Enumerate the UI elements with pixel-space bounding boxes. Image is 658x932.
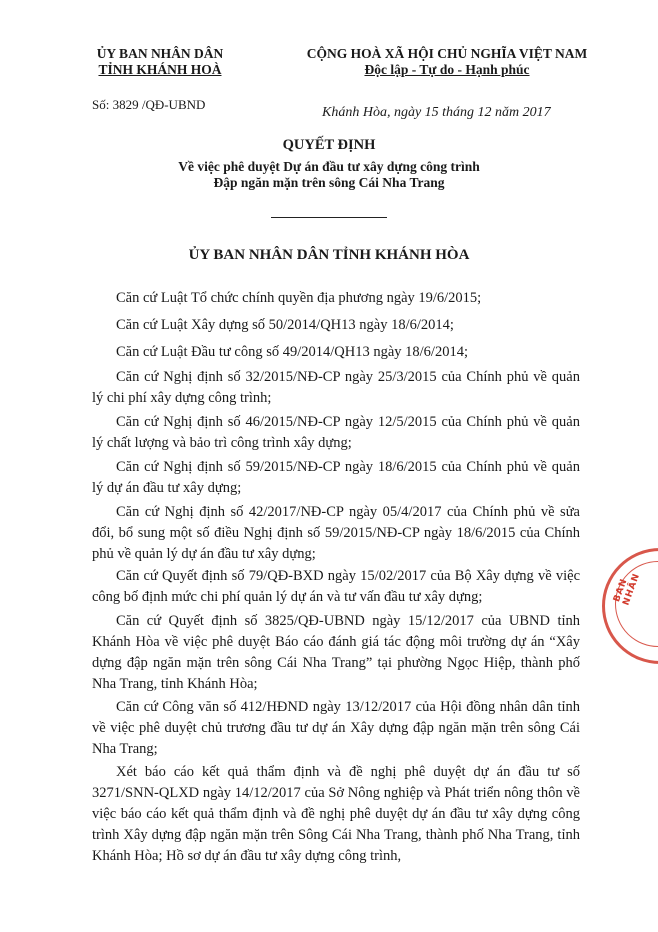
subtitle-line-1: Về việc phê duyệt Dự án đầu tư xây dựng công trình	[178, 159, 480, 174]
issuing-authority: ỦY BAN NHÂN DÂN TỈNH KHÁNH HÒA	[188, 247, 470, 263]
paragraph: Căn cứ Nghị định số 59/2015/NĐ-CP ngày 18/6/2015 của Chính phủ về quản lý dự án đầu tư xây dựng;	[92, 459, 580, 496]
document-subtitle	[0, 159, 658, 191]
document-number: Số: 3829 /QĐ-UBND	[92, 97, 206, 112]
paragraph: Xét báo cáo kết quả thẩm định và đề nghị phê duyệt dự án đầu tư số 3271/SNN-QLXD ngày 14/12/2017 của Sở Nông nghiệp và Phát triển nông thôn về việc báo cáo kết quả thẩm định và đề nghị phê duyệt dự án đầu tư xây dựng công trình Xây dựng đập ngăn mặn trên Sông Cái Nha Trang, thành phố Nha Trang, tỉnh Khánh Hòa; Hồ sơ dự án đầu tư xây dựng công trình,	[92, 764, 580, 864]
issuing-agency	[70, 46, 250, 78]
country-name: CỘNG HOÀ XÃ HỘI CHỦ NGHĨA VIỆT NAM	[306, 46, 588, 61]
paragraph: Căn cứ Luật Đầu tư công số 49/2014/QH13 ngày 18/6/2014;	[116, 344, 468, 360]
paragraph: Căn cứ Công văn số 412/HĐND ngày 13/12/2017 của Hội đồng nhân dân tỉnh về việc phê duyệt chủ trương đầu tư dự án Xây dựng đập ngăn mặn trên sông Cái Nha Trang;	[92, 699, 580, 757]
paragraph: Căn cứ Nghị định số 42/2017/NĐ-CP ngày 05/4/2017 của Chính phủ về sửa đổi, bổ sung một số điều Nghị định số 59/2015/NĐ-CP ngày 18/6/2015 của Chính phủ về quản lý dự án đầu tư xây dựng;	[92, 504, 580, 562]
paragraph: Căn cứ Luật Xây dựng số 50/2014/QH13 ngày 18/6/2014;	[116, 317, 454, 333]
seal-text: BAN NHÂN	[612, 571, 643, 607]
agency-line-2: TỈNH KHÁNH HOÀ	[98, 62, 222, 77]
paragraph: Căn cứ Nghị định số 32/2015/NĐ-CP ngày 25/3/2015 của Chính phủ về quản lý chi phí xây dựng công trình;	[92, 369, 580, 406]
issue-date: Khánh Hòa, ngày 15 tháng 12 năm 2017	[322, 105, 551, 120]
document-title: QUYẾT ĐỊNH	[282, 137, 376, 153]
paragraph: Căn cứ Luật Tổ chức chính quyền địa phương ngày 19/6/2015;	[116, 290, 482, 306]
paragraph: Căn cứ Quyết định số 3825/QĐ-UBND ngày 15/12/2017 của UBND tỉnh Khánh Hòa về việc phê duyệt Báo cáo đánh giá tác động môi trường dự án “Xây dựng đập ngăn mặn trên sông Cái Nha Trang” tại phường Ngọc Hiệp, thành phố Nha Trang, tỉnh Khánh Hòa;	[92, 613, 580, 692]
title-divider	[271, 217, 387, 218]
national-header	[272, 46, 622, 78]
paragraph: Căn cứ Nghị định số 46/2015/NĐ-CP ngày 12/5/2015 của Chính phủ về quản lý chất lượng và bảo trì công trình xây dựng;	[92, 414, 580, 451]
agency-line-1: ỦY BAN NHÂN DÂN	[96, 46, 224, 61]
national-motto: Độc lập - Tự do - Hạnh phúc	[364, 62, 530, 77]
subtitle-line-2: Đập ngăn mặn trên sông Cái Nha Trang	[213, 175, 445, 190]
paragraph: Căn cứ Quyết định số 79/QĐ-BXD ngày 15/02/2017 của Bộ Xây dựng về việc công bố định mức chi phí quản lý dự án và tư vấn đầu tư xây dựng;	[92, 568, 580, 605]
